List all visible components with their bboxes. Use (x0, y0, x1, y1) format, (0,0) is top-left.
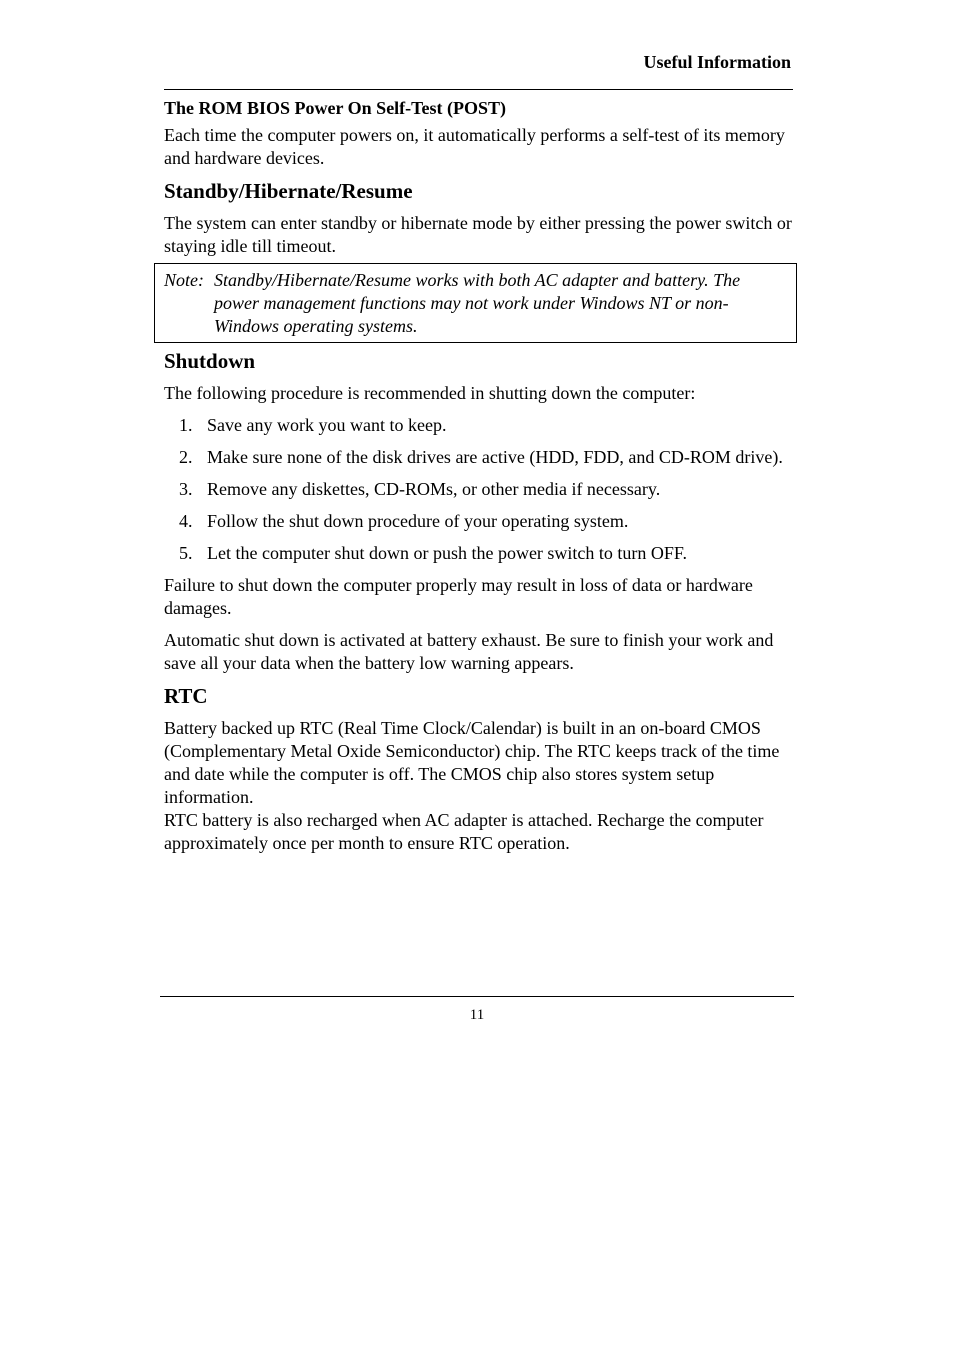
list-item (164, 478, 796, 501)
rtc-body-2: RTC battery is also recharged when AC adapter is attached. Recharge the computer approximately once per month to ensure RTC operation. (164, 810, 764, 853)
step-number: 5. (179, 543, 193, 563)
step-number: 4. (179, 511, 193, 531)
post-heading: The ROM BIOS Power On Self-Test (POST) (164, 98, 507, 118)
step-text: Follow the shut down procedure of your operating system. (207, 511, 629, 531)
step-number: 1. (179, 415, 193, 435)
standby-heading: Standby/Hibernate/Resume (164, 179, 413, 203)
running-header: Useful Information (643, 52, 791, 72)
step-text: Save any work you want to keep. (207, 415, 447, 435)
list-item (164, 414, 796, 437)
post-body: Each time the computer powers on, it automatically performs a self-test of its memory and hardware devices. (164, 125, 785, 168)
page-number: 11 (469, 1007, 485, 1023)
shutdown-heading: Shutdown (164, 349, 256, 373)
shutdown-steps (164, 414, 796, 565)
step-number: 3. (179, 479, 193, 499)
list-item (164, 542, 796, 565)
list-item (164, 446, 796, 469)
failure-paragraph: Failure to shut down the computer properly may result in loss of data or hardware damages. (164, 575, 753, 618)
footer-rule (160, 996, 794, 997)
step-text: Remove any diskettes, CD-ROMs, or other media if necessary. (207, 479, 661, 499)
step-number: 2. (179, 447, 193, 467)
standby-body: The system can enter standby or hibernate mode by either pressing the power switch or staying idle till timeout. (164, 213, 792, 256)
note-text: Standby/Hibernate/Resume works with both AC adapter and battery. The power management functions may not work under Windows NT or non-Windows operating systems. (214, 270, 741, 336)
note-label: Note: (164, 270, 204, 290)
note-box (154, 263, 797, 343)
step-text: Make sure none of the disk drives are active (HDD, FDD, and CD-ROM drive). (207, 447, 783, 467)
rtc-heading: RTC (164, 684, 208, 708)
shutdown-intro: The following procedure is recommended in shutting down the computer: (164, 383, 696, 403)
page-content (164, 96, 796, 855)
header-rule (164, 89, 793, 90)
automatic-paragraph: Automatic shut down is activated at battery exhaust. Be sure to finish your work and save all your data when the battery low warning appears. (164, 630, 774, 673)
list-item (164, 510, 796, 533)
rtc-body-1: Battery backed up RTC (Real Time Clock/Calendar) is built in an on-board CMOS (Complementary Metal Oxide Semiconductor) chip. The RTC keeps track of the time and date while the computer is off. The CMOS chip also stores system setup information. (164, 718, 780, 807)
step-text: Let the computer shut down or push the power switch to turn OFF. (207, 543, 687, 563)
